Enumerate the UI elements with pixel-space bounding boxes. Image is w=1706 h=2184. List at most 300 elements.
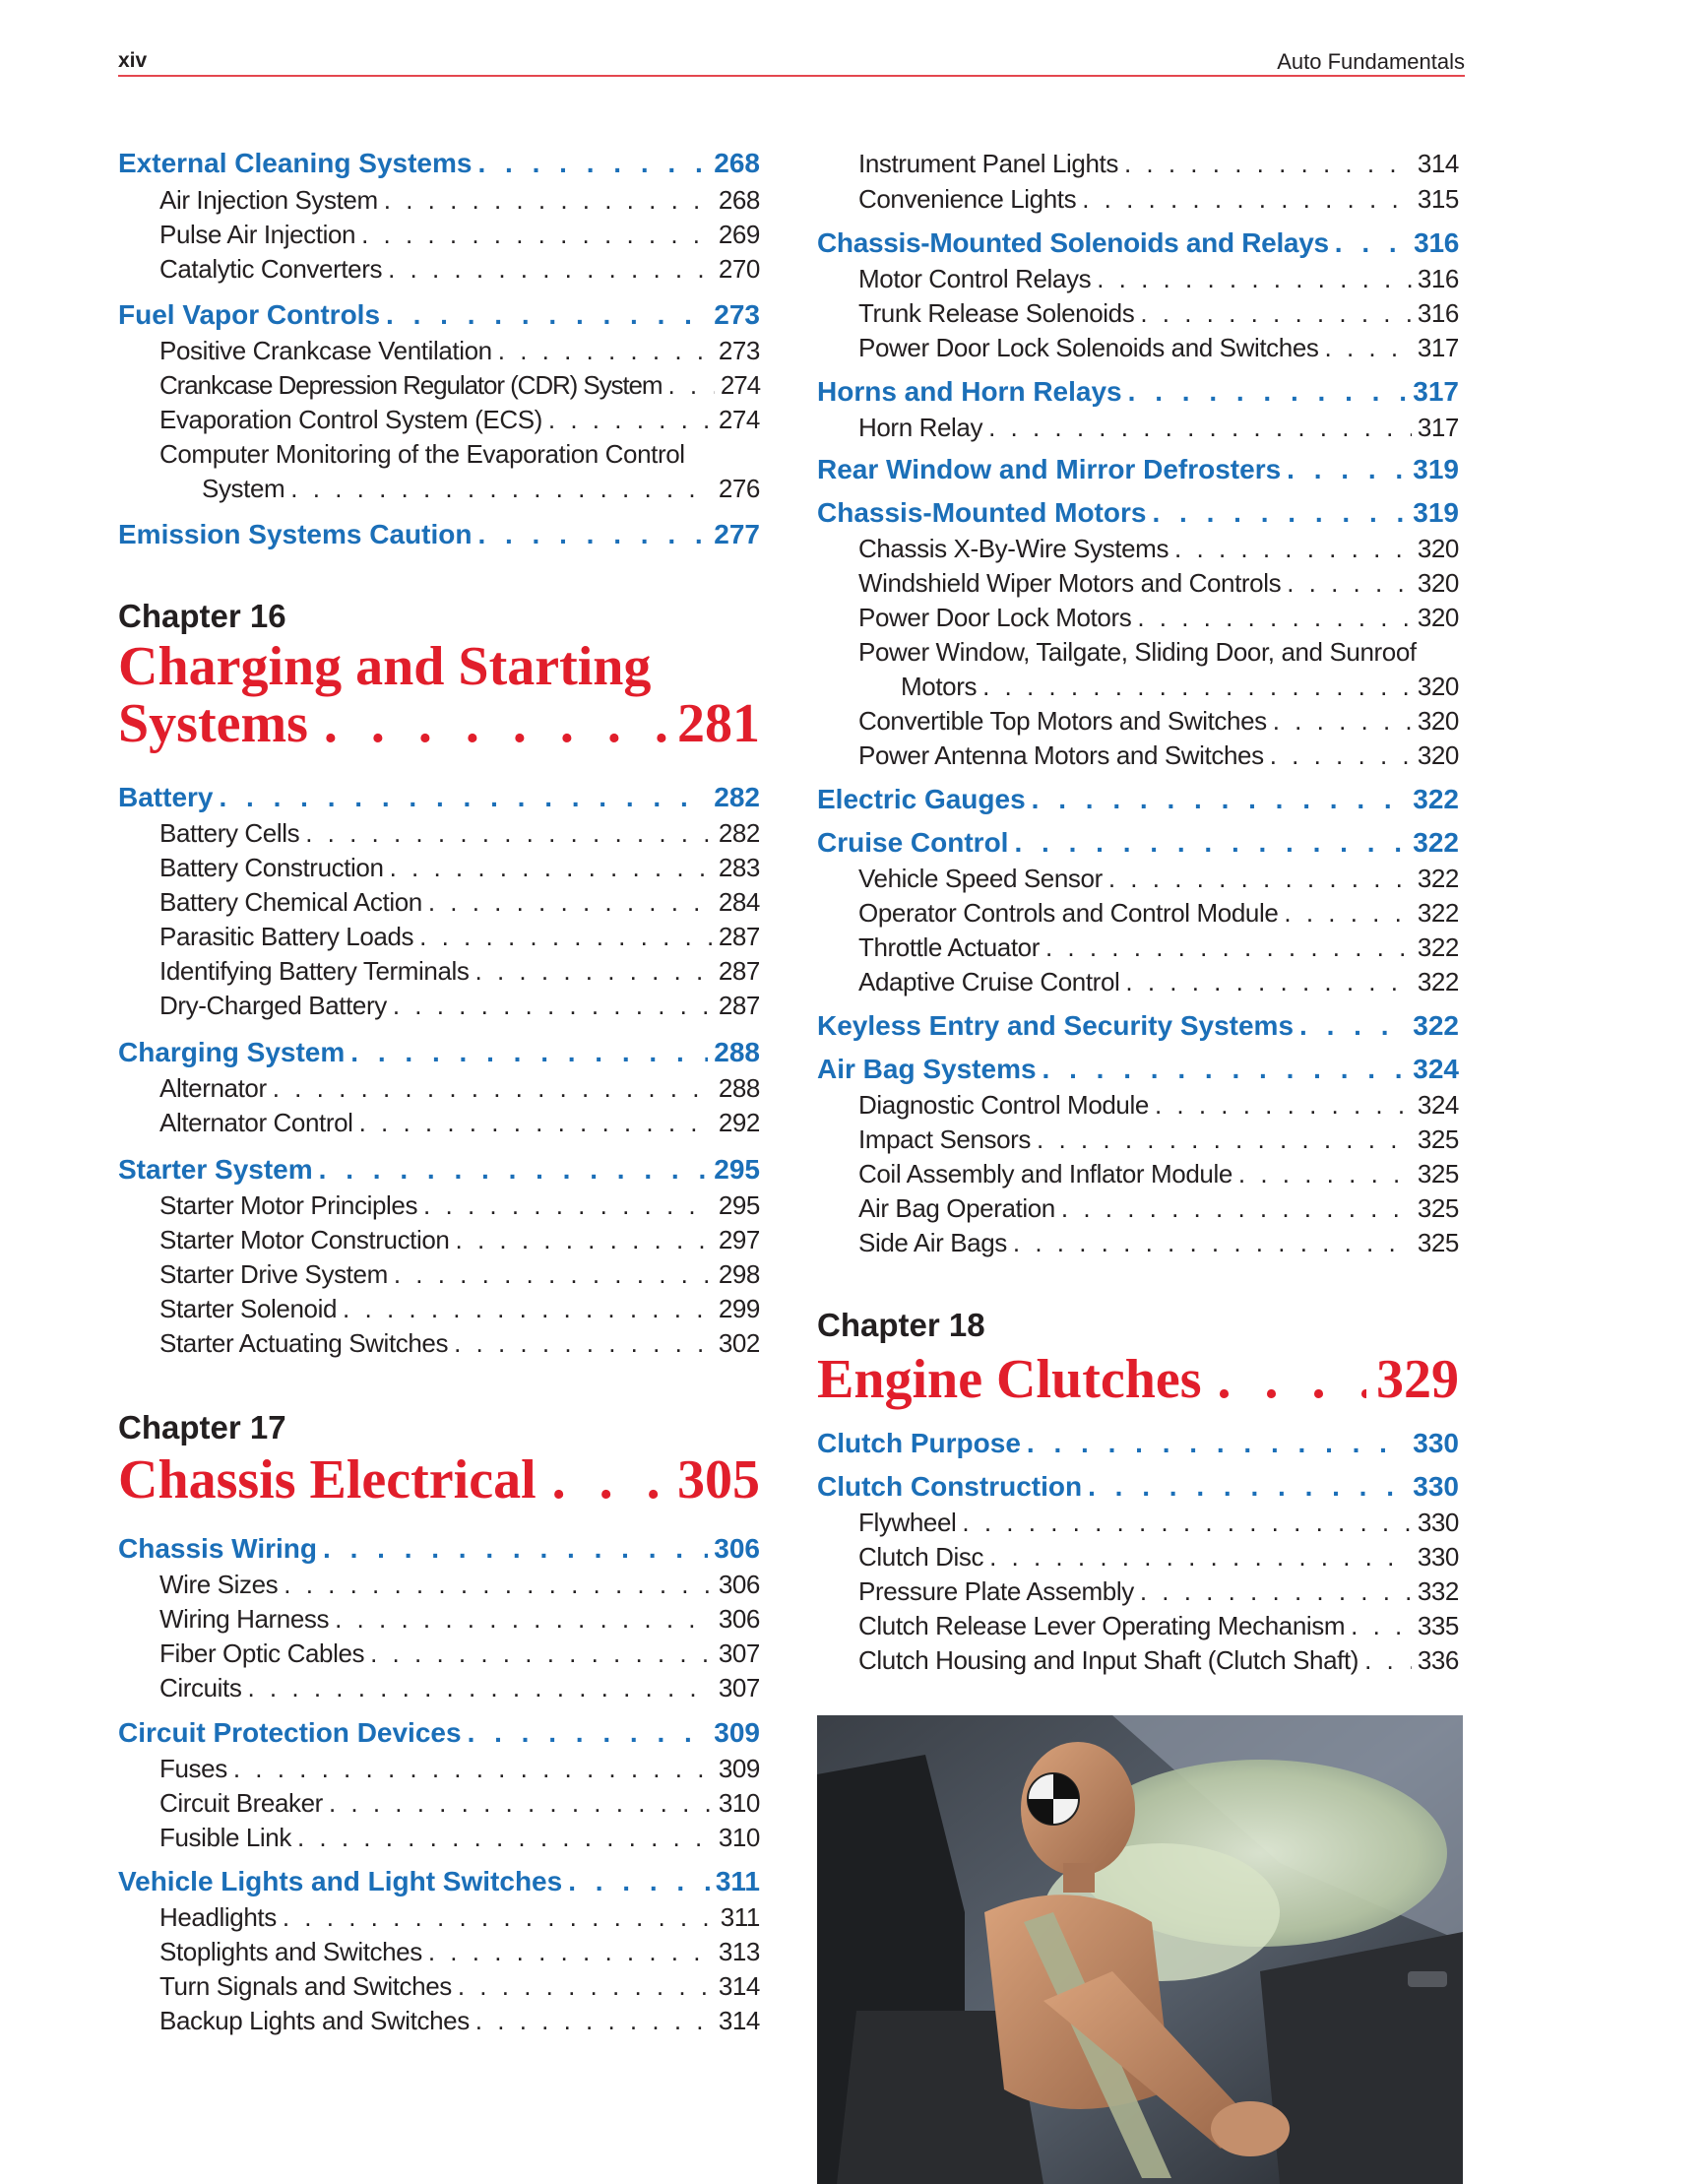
subsection-title: Horn Relay — [858, 413, 983, 442]
crash-test-dummy-illustration — [817, 1715, 1463, 2184]
section-title: Vehicle Lights and Light Switches — [118, 1866, 563, 1896]
toc-section[interactable] — [118, 1035, 760, 1070]
toc-subsection[interactable] — [817, 1506, 1459, 1539]
subsection-page: 297 — [718, 1225, 760, 1254]
dot-leader — [273, 1071, 713, 1105]
toc-subsection[interactable] — [118, 1223, 760, 1256]
subsection-page: 292 — [718, 1108, 760, 1137]
toc-subsection[interactable] — [817, 1157, 1459, 1190]
dot-leader — [247, 1671, 712, 1704]
section-page: 324 — [1413, 1054, 1459, 1084]
subsection-title: Backup Lights and Switches — [159, 2006, 470, 2035]
toc-subsection[interactable] — [118, 183, 760, 217]
section-title: Rear Window and Mirror Defrosters — [817, 454, 1282, 484]
dot-leader — [390, 851, 713, 884]
subsection-page: 336 — [1417, 1645, 1459, 1675]
subsection-page: 310 — [718, 1788, 760, 1818]
chapter-title-text: Engine Clutches — [817, 1349, 1202, 1410]
subsection-page: 274 — [720, 370, 760, 400]
subsection-title: Clutch Housing and Input Shaft (Clutch Shaft) — [858, 1645, 1359, 1675]
subsection-page: 320 — [1417, 534, 1459, 563]
toc-section[interactable] — [118, 146, 760, 181]
section-title: Fuel Vapor Controls — [118, 299, 381, 330]
toc-subsection[interactable] — [817, 411, 1459, 444]
toc-subsection[interactable] — [817, 262, 1459, 295]
toc-subsection[interactable] — [118, 1326, 760, 1360]
subsection-title: Starter Actuating Switches — [159, 1328, 449, 1358]
dot-leader — [1335, 225, 1408, 261]
dot-leader — [393, 989, 713, 1022]
section-page: 319 — [1413, 497, 1459, 528]
toc-subsection[interactable] — [817, 147, 1459, 180]
chapter-label: Chapter 16 — [118, 598, 286, 634]
toc-section[interactable] — [118, 1531, 760, 1567]
subsection-title: Throttle Actuator — [858, 932, 1040, 962]
toc-subsection[interactable] — [118, 989, 760, 1022]
dot-leader — [1045, 931, 1412, 964]
dot-leader — [290, 472, 713, 505]
toc-subsection[interactable] — [118, 1786, 760, 1820]
toc-subsection[interactable] — [118, 403, 760, 436]
subsection-page: 302 — [718, 1328, 760, 1358]
subsection-page: 309 — [718, 1754, 760, 1783]
subsection-page: 307 — [718, 1673, 760, 1702]
toc-subsection-line2[interactable] — [817, 670, 1459, 703]
section-page: 273 — [714, 299, 760, 330]
dot-leader — [1140, 1574, 1412, 1608]
toc-subsection[interactable] — [118, 1637, 760, 1670]
dot-leader — [219, 780, 708, 815]
subsection-title: Chassis X-By-Wire Systems — [858, 534, 1169, 563]
toc-subsection[interactable] — [118, 1188, 760, 1222]
subsection-title: Computer Monitoring of the Evaporation Control — [159, 439, 685, 469]
subsection-title: Air Injection System — [159, 185, 378, 215]
toc-subsection[interactable] — [817, 1643, 1459, 1677]
subsection-page: 322 — [1417, 864, 1459, 893]
subsection-title: Power Door Lock Motors — [858, 603, 1132, 632]
subsection-page: 325 — [1417, 1193, 1459, 1223]
subsection-page: 325 — [1417, 1124, 1459, 1154]
subsection-page: 283 — [718, 853, 760, 882]
toc-subsection[interactable] — [118, 1969, 760, 2003]
subsection-title: Stoplights and Switches — [159, 1937, 422, 1966]
subsection-page: 320 — [1417, 706, 1459, 736]
toc-subsection-line1[interactable] — [118, 437, 760, 471]
subsection-page: 320 — [1417, 672, 1459, 701]
toc-subsection[interactable] — [118, 920, 760, 953]
subsection-page: 313 — [718, 1937, 760, 1966]
section-page: 268 — [714, 148, 760, 178]
subsection-page: 317 — [1417, 413, 1459, 442]
toc-subsection[interactable] — [817, 896, 1459, 930]
dot-leader — [1218, 1351, 1367, 1408]
toc-section[interactable] — [118, 517, 760, 552]
dot-leader — [498, 334, 713, 367]
section-title: Emission Systems Caution — [118, 519, 473, 549]
section-page: 311 — [715, 1866, 760, 1896]
subsection-title: Windshield Wiper Motors and Controls — [858, 568, 1282, 598]
section-page: 295 — [714, 1154, 760, 1185]
toc-subsection[interactable] — [817, 739, 1459, 772]
dot-leader — [1125, 965, 1411, 998]
subsection-title: Starter Drive System — [159, 1259, 388, 1289]
section-page: 288 — [714, 1037, 760, 1067]
subsection-page: 306 — [718, 1570, 760, 1599]
section-title: Horns and Horn Relays — [817, 376, 1122, 407]
toc-section[interactable] — [817, 1052, 1459, 1087]
dot-leader — [1287, 452, 1407, 487]
subsection-title: Starter Motor Construction — [159, 1225, 450, 1254]
toc-subsection[interactable] — [118, 1257, 760, 1291]
toc-subsection[interactable] — [817, 931, 1459, 964]
toc-section[interactable] — [118, 1715, 760, 1751]
dot-leader — [1270, 739, 1412, 772]
toc-subsection[interactable] — [817, 296, 1459, 330]
subsection-title: Starter Motor Principles — [159, 1190, 418, 1220]
dot-leader — [1284, 896, 1411, 930]
toc-subsection[interactable] — [118, 1821, 760, 1854]
toc-section[interactable] — [817, 225, 1459, 261]
dot-leader — [1032, 782, 1408, 817]
toc-subsection[interactable] — [817, 1191, 1459, 1225]
dot-leader — [475, 954, 713, 988]
toc-subsection[interactable] — [118, 2004, 760, 2037]
dot-leader — [458, 1969, 713, 2003]
toc-subsection[interactable] — [817, 1574, 1459, 1608]
toc-subsection[interactable] — [817, 1123, 1459, 1156]
dot-leader — [1082, 182, 1412, 216]
toc-subsection[interactable] — [817, 566, 1459, 600]
section-title: Chassis-Mounted Solenoids and Relays — [817, 227, 1329, 258]
dot-leader — [1137, 601, 1412, 634]
chapter-page: 329 — [1376, 1349, 1459, 1410]
subsection-title: Vehicle Speed Sensor — [858, 864, 1103, 893]
toc-subsection[interactable] — [118, 1568, 760, 1601]
toc-section[interactable] — [118, 297, 760, 333]
subsection-page: 320 — [1417, 740, 1459, 770]
chapter-title[interactable] — [817, 1351, 1459, 1408]
subsection-page: 314 — [718, 1971, 760, 2001]
dot-leader — [1140, 296, 1411, 330]
chapter-label: Chapter 18 — [817, 1307, 985, 1343]
toc-subsection[interactable] — [118, 1671, 760, 1704]
dot-leader — [468, 1715, 709, 1751]
subsection-title: Wiring Harness — [159, 1604, 330, 1634]
subsection-title: Battery Chemical Action — [159, 887, 422, 917]
subsection-page: 315 — [1417, 184, 1459, 214]
subsection-title: Impact Sensors — [858, 1124, 1032, 1154]
dot-leader — [1097, 262, 1412, 295]
dot-leader — [1325, 331, 1412, 364]
dot-leader — [384, 183, 713, 217]
section-page: 277 — [714, 519, 760, 549]
subsection-title: Fiber Optic Cables — [159, 1638, 365, 1668]
dot-leader — [1061, 1191, 1412, 1225]
subsection-title: Convenience Lights — [858, 184, 1077, 214]
section-title: External Cleaning Systems — [118, 148, 473, 178]
dot-leader — [1287, 566, 1412, 600]
subsection-page: 330 — [1417, 1542, 1459, 1572]
subsection-page: 325 — [1417, 1228, 1459, 1257]
dot-leader — [477, 517, 708, 552]
dot-leader — [423, 1188, 713, 1222]
section-title: Electric Gauges — [817, 784, 1026, 814]
subsection-title: Motors — [901, 672, 978, 701]
dot-leader — [548, 403, 713, 436]
section-title: Chassis-Mounted Motors — [817, 497, 1147, 528]
dot-leader — [428, 1935, 713, 1968]
dot-leader — [1351, 1609, 1412, 1642]
subsection-page: 322 — [1417, 967, 1459, 996]
subsection-page: 330 — [1417, 1508, 1459, 1537]
subsection-title: Diagnostic Control Module — [858, 1090, 1149, 1120]
section-page: 309 — [714, 1717, 760, 1748]
toc-subsection[interactable] — [118, 252, 760, 286]
subsection-title: Battery Construction — [159, 853, 384, 882]
toc-subsection[interactable] — [118, 1292, 760, 1325]
dot-leader — [428, 885, 713, 919]
dot-leader — [1152, 495, 1407, 531]
section-title: Starter System — [118, 1154, 313, 1185]
subsection-page: 287 — [718, 991, 760, 1020]
toc-subsection[interactable] — [118, 1106, 760, 1139]
subsection-page: 282 — [718, 818, 760, 848]
book-title: Auto Fundamentals — [1277, 49, 1465, 74]
section-title: Keyless Entry and Security Systems — [817, 1010, 1295, 1041]
subsection-title: Power Antenna Motors and Switches — [858, 740, 1264, 770]
dot-leader — [477, 146, 708, 181]
subsection-page: 299 — [718, 1294, 760, 1323]
toc-subsection[interactable] — [817, 182, 1459, 216]
section-page: 322 — [1413, 784, 1459, 814]
chapter-page: 305 — [677, 1449, 760, 1510]
toc-section[interactable] — [817, 825, 1459, 861]
dot-leader — [319, 1152, 709, 1188]
subsection-title: Crankcase Depression Regulator (CDR) System — [159, 370, 663, 400]
subsection-page: 307 — [718, 1638, 760, 1668]
dot-leader — [1037, 1123, 1412, 1156]
toc-subsection[interactable] — [118, 218, 760, 251]
section-title: Clutch Purpose — [817, 1428, 1021, 1458]
subsection-title: Power Window, Tailgate, Sliding Door, and Sunroof — [858, 637, 1417, 667]
dot-leader — [305, 816, 713, 850]
toc-subsection[interactable] — [817, 331, 1459, 364]
toc-subsection[interactable] — [118, 1071, 760, 1105]
toc-subsection[interactable] — [817, 601, 1459, 634]
subsection-page: 320 — [1417, 603, 1459, 632]
subsection-title: Dry-Charged Battery — [159, 991, 387, 1020]
subsection-title: Positive Crankcase Ventilation — [159, 336, 492, 365]
toc-subsection[interactable] — [118, 954, 760, 988]
subsection-page: 316 — [1417, 264, 1459, 293]
subsection-title: Operator Controls and Control Module — [858, 898, 1279, 928]
dot-leader — [1299, 1008, 1407, 1044]
subsection-page: 274 — [718, 405, 760, 434]
subsection-title: Trunk Release Solenoids — [858, 298, 1135, 328]
dot-leader — [335, 1602, 713, 1636]
subsection-page: 270 — [718, 254, 760, 284]
toc-subsection[interactable] — [118, 334, 760, 367]
dot-leader — [1027, 1426, 1407, 1461]
section-title: Clutch Construction — [817, 1471, 1083, 1502]
toc-subsection[interactable] — [118, 851, 760, 884]
running-header — [118, 43, 1465, 77]
subsection-page: 287 — [718, 922, 760, 951]
chapter-title-text: Charging and Starting — [118, 636, 652, 697]
dot-leader — [1273, 704, 1412, 738]
subsection-page: 295 — [718, 1190, 760, 1220]
subsection-title: Clutch Disc — [858, 1542, 984, 1572]
toc-subsection[interactable] — [118, 1900, 760, 1934]
dot-leader — [283, 1900, 715, 1934]
dot-leader — [1013, 1226, 1412, 1259]
toc-subsection[interactable] — [817, 1609, 1459, 1642]
toc-subsection[interactable] — [118, 1602, 760, 1636]
dot-leader — [982, 670, 1412, 703]
subsection-title: Pressure Plate Assembly — [858, 1576, 1134, 1606]
dot-leader — [361, 218, 713, 251]
subsection-page: 320 — [1417, 568, 1459, 598]
dot-leader — [388, 252, 713, 286]
subsection-page: 287 — [718, 956, 760, 986]
toc-section[interactable] — [817, 1469, 1459, 1505]
toc-subsection[interactable] — [817, 1226, 1459, 1259]
subsection-title: Alternator Control — [159, 1108, 353, 1137]
toc-section[interactable] — [817, 1008, 1459, 1044]
dot-leader — [419, 920, 713, 953]
subsection-title: Circuits — [159, 1673, 242, 1702]
section-page: 330 — [1413, 1428, 1459, 1458]
toc-section[interactable] — [817, 1426, 1459, 1461]
subsection-title: System — [202, 474, 285, 503]
subsection-page: 325 — [1417, 1159, 1459, 1188]
toc-section[interactable] — [118, 1152, 760, 1188]
dot-leader — [989, 1540, 1412, 1574]
dot-leader — [1124, 147, 1412, 180]
chapter-title-text: Systems — [118, 693, 308, 754]
subsection-title: Wire Sizes — [159, 1570, 279, 1599]
dot-leader — [323, 1531, 708, 1567]
toc-section[interactable] — [817, 495, 1459, 531]
subsection-page: 276 — [718, 474, 760, 503]
dot-leader — [1108, 862, 1412, 895]
subsection-title: Power Door Lock Solenoids and Switches — [858, 333, 1319, 362]
toc-section[interactable] — [817, 374, 1459, 410]
dot-leader — [1364, 1643, 1412, 1677]
toc-subsection[interactable] — [817, 704, 1459, 738]
subsection-page: 322 — [1417, 898, 1459, 928]
dot-leader — [1174, 532, 1412, 565]
subsection-page: 310 — [718, 1823, 760, 1852]
dot-leader — [324, 695, 667, 752]
section-title: Charging System — [118, 1037, 346, 1067]
subsection-title: Adaptive Cruise Control — [858, 967, 1120, 996]
subsection-title: Instrument Panel Lights — [858, 149, 1118, 178]
subsection-title: Side Air Bags — [858, 1228, 1007, 1257]
dot-leader — [350, 1035, 708, 1070]
section-title: Air Bag Systems — [817, 1054, 1037, 1084]
dot-leader — [1238, 1157, 1412, 1190]
toc-section[interactable] — [817, 782, 1459, 817]
toc-subsection[interactable] — [817, 862, 1459, 895]
section-title: Chassis Wiring — [118, 1533, 318, 1564]
section-page: 322 — [1413, 1010, 1459, 1041]
subsection-title: Catalytic Converters — [159, 254, 383, 284]
subsection-title: Clutch Release Lever Operating Mechanism — [858, 1611, 1346, 1640]
toc-section[interactable] — [817, 452, 1459, 487]
dot-leader — [667, 368, 714, 402]
section-page: 316 — [1414, 227, 1459, 258]
subsection-title: Identifying Battery Terminals — [159, 956, 470, 986]
dot-leader — [988, 411, 1412, 444]
toc-subsection[interactable] — [817, 965, 1459, 998]
toc-subsection[interactable] — [118, 816, 760, 850]
subsection-page: 316 — [1417, 298, 1459, 328]
subsection-title: Coil Assembly and Inflator Module — [858, 1159, 1232, 1188]
subsection-page: 332 — [1417, 1576, 1459, 1606]
toc-subsection[interactable] — [817, 532, 1459, 565]
page-number: xiv — [118, 49, 148, 72]
dot-leader — [568, 1864, 710, 1899]
subsection-title: Pulse Air Injection — [159, 220, 356, 249]
subsection-page: 314 — [718, 2006, 760, 2035]
subsection-title: Air Bag Operation — [858, 1193, 1055, 1223]
subsection-title: Starter Solenoid — [159, 1294, 338, 1323]
toc-subsection[interactable] — [118, 1752, 760, 1785]
chapter-title[interactable] — [118, 638, 760, 752]
dot-leader — [233, 1752, 713, 1785]
subsection-page: 273 — [718, 336, 760, 365]
toc-subsection[interactable] — [817, 1088, 1459, 1122]
toc-subsection[interactable] — [817, 1540, 1459, 1574]
subsection-page: 324 — [1417, 1090, 1459, 1120]
toc-subsection[interactable] — [118, 368, 760, 402]
toc-subsection-line1[interactable] — [817, 635, 1459, 669]
subsection-title: Fusible Link — [159, 1823, 291, 1852]
subsection-title: Convertible Top Motors and Switches — [858, 706, 1267, 736]
dot-leader — [370, 1637, 713, 1670]
dot-leader — [454, 1326, 713, 1360]
dot-leader — [284, 1568, 713, 1601]
toc-subsection[interactable] — [118, 1935, 760, 1968]
dot-leader — [552, 1451, 667, 1509]
section-page: 330 — [1413, 1471, 1459, 1502]
toc-subsection[interactable] — [118, 885, 760, 919]
toc-section[interactable] — [118, 1864, 760, 1899]
toc-subsection-line2[interactable] — [118, 472, 760, 505]
subsection-page: 322 — [1417, 932, 1459, 962]
dot-leader — [359, 1106, 713, 1139]
dot-leader — [456, 1223, 713, 1256]
section-title: Cruise Control — [817, 827, 1009, 858]
subsection-title: Fuses — [159, 1754, 227, 1783]
section-title: Circuit Protection Devices — [118, 1717, 462, 1748]
subsection-title: Turn Signals and Switches — [159, 1971, 452, 2001]
dot-leader — [1128, 374, 1408, 410]
subsection-page: 317 — [1417, 333, 1459, 362]
toc-section[interactable] — [118, 780, 760, 815]
subsection-page: 335 — [1417, 1611, 1459, 1640]
subsection-page: 268 — [718, 185, 760, 215]
subsection-title: Alternator — [159, 1073, 267, 1103]
subsection-page: 298 — [718, 1259, 760, 1289]
chapter-title[interactable] — [118, 1451, 760, 1509]
subsection-title: Evaporation Control System (ECS) — [159, 405, 542, 434]
crash-test-dummy-photo — [817, 1715, 1463, 2184]
dot-leader — [394, 1257, 713, 1291]
subsection-title: Circuit Breaker — [159, 1788, 323, 1818]
subsection-page: 269 — [718, 220, 760, 249]
